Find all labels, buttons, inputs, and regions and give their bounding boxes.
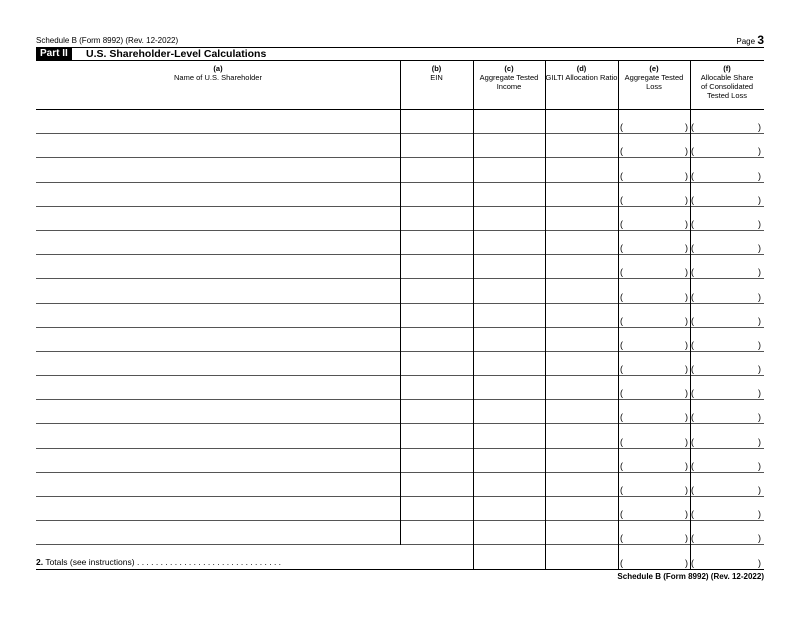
cell-e[interactable] (618, 134, 690, 157)
cell-c[interactable] (473, 207, 545, 230)
cell-e[interactable] (618, 545, 690, 568)
paren-open-e: ( (620, 557, 623, 568)
paren-open-f: ( (691, 460, 694, 471)
cell-c[interactable] (473, 400, 545, 423)
cell-d[interactable] (545, 279, 618, 302)
cell-c[interactable] (473, 376, 545, 399)
paren-close-f: ) (758, 339, 761, 350)
cell-f[interactable] (690, 328, 764, 351)
cell-d[interactable] (545, 304, 618, 327)
cell-a[interactable] (36, 279, 400, 302)
paren-open-e: ( (620, 364, 623, 375)
cell-d[interactable] (545, 545, 618, 568)
paren-open-e: ( (620, 388, 623, 399)
paren-open-e: ( (620, 243, 623, 254)
cell-f[interactable] (690, 400, 764, 423)
cell-c[interactable] (473, 183, 545, 206)
cell-c[interactable] (473, 279, 545, 302)
paren-open-f: ( (691, 485, 694, 495)
cell-a[interactable] (36, 352, 400, 375)
cell-b[interactable] (400, 521, 473, 544)
paren-open-e: ( (620, 146, 623, 157)
cell-e[interactable] (618, 183, 690, 206)
cell-f[interactable] (690, 473, 764, 496)
cell-a[interactable] (36, 400, 400, 423)
paren-close-f: ) (758, 388, 761, 399)
paren-close-f: ) (758, 291, 761, 302)
cell-f[interactable] (690, 231, 764, 254)
paren-close-f: ) (758, 509, 761, 520)
paren-open-e: ( (620, 460, 623, 471)
cell-c[interactable] (473, 255, 545, 278)
cell-c[interactable] (473, 521, 545, 544)
cell-a[interactable] (36, 207, 400, 230)
paren-close-e: ) (685, 557, 688, 568)
cell-b[interactable] (400, 255, 473, 278)
cell-a[interactable] (36, 424, 400, 447)
paren-close-e: ) (685, 267, 688, 278)
paren-close-f: ) (758, 243, 761, 254)
cell-e[interactable] (618, 158, 690, 181)
cell-b[interactable] (400, 376, 473, 399)
cell-d[interactable] (545, 183, 618, 206)
cell-f[interactable] (690, 352, 764, 375)
cell-e[interactable] (618, 110, 690, 133)
cell-b[interactable] (400, 207, 473, 230)
cell-f[interactable] (690, 497, 764, 520)
cell-b[interactable] (400, 328, 473, 351)
paren-close-f: ) (758, 170, 761, 181)
paren-open-f: ( (691, 243, 694, 254)
cell-b[interactable] (400, 279, 473, 302)
cell-b[interactable] (400, 424, 473, 447)
paren-open-e: ( (620, 315, 623, 326)
cell-e[interactable] (618, 352, 690, 375)
cell-d[interactable] (545, 158, 618, 181)
paren-open-e: ( (620, 436, 623, 447)
cell-f[interactable] (690, 449, 764, 472)
paren-close-f: ) (758, 485, 761, 495)
paren-close-f: ) (758, 412, 761, 423)
paren-close-e: ) (685, 339, 688, 350)
column-header-f: (f) Allocable Share of Consolidated Tested Loss (700, 64, 754, 100)
paren-open-f: ( (691, 194, 694, 205)
cell-c[interactable] (473, 473, 545, 496)
cell-f[interactable] (690, 279, 764, 302)
cell-b[interactable] (400, 449, 473, 472)
cell-f[interactable] (690, 545, 764, 568)
paren-close-f: ) (758, 557, 761, 568)
cell-f[interactable] (690, 110, 764, 133)
cell-c[interactable] (473, 424, 545, 447)
paren-close-f: ) (758, 315, 761, 326)
paren-open-e: ( (620, 218, 623, 229)
column-header-b: (b) EIN (430, 64, 443, 82)
paren-open-f: ( (691, 291, 694, 302)
paren-open-f: ( (691, 122, 694, 133)
cell-a[interactable] (36, 183, 400, 206)
paren-open-f: ( (691, 267, 694, 278)
cell-e[interactable] (618, 521, 690, 544)
column-divider (400, 60, 401, 545)
cell-e[interactable] (618, 255, 690, 278)
cell-d[interactable] (545, 328, 618, 351)
cell-b[interactable] (400, 183, 473, 206)
cell-d[interactable] (545, 473, 618, 496)
cell-d[interactable] (545, 521, 618, 544)
cell-d[interactable] (545, 231, 618, 254)
column-header-c: (c) Aggregate Tested Income (479, 64, 539, 91)
column-divider (545, 60, 546, 569)
paren-open-e: ( (620, 291, 623, 302)
paren-close-e: ) (685, 146, 688, 157)
cell-f[interactable] (690, 376, 764, 399)
paren-close-e: ) (685, 218, 688, 229)
cell-c[interactable] (473, 134, 545, 157)
paren-open-e: ( (620, 170, 623, 181)
cell-c[interactable] (473, 352, 545, 375)
paren-close-e: ) (685, 485, 688, 495)
cell-f[interactable] (690, 158, 764, 181)
paren-close-e: ) (685, 364, 688, 375)
column-divider (473, 60, 474, 569)
paren-open-f: ( (691, 339, 694, 350)
paren-close-e: ) (685, 122, 688, 133)
cell-e[interactable] (618, 449, 690, 472)
paren-open-f: ( (691, 388, 694, 399)
cell-e[interactable] (618, 473, 690, 496)
cell-c[interactable] (473, 545, 545, 568)
paren-open-e: ( (620, 485, 623, 495)
column-divider (618, 60, 619, 569)
cell-e[interactable] (618, 328, 690, 351)
cell-e[interactable] (618, 424, 690, 447)
paren-close-e: ) (685, 315, 688, 326)
shareholder-table (36, 60, 764, 570)
paren-close-e: ) (685, 243, 688, 254)
paren-open-f: ( (691, 146, 694, 157)
paren-close-f: ) (758, 218, 761, 229)
cell-d[interactable] (545, 424, 618, 447)
paren-close-e: ) (685, 436, 688, 447)
cell-b[interactable] (400, 497, 473, 520)
paren-close-e: ) (685, 460, 688, 471)
cell-a[interactable] (36, 231, 400, 254)
paren-close-f: ) (758, 460, 761, 471)
paren-open-f: ( (691, 364, 694, 375)
paren-close-f: ) (758, 146, 761, 157)
totals-row (36, 545, 764, 569)
cell-c[interactable] (473, 304, 545, 327)
cell-a[interactable] (36, 376, 400, 399)
cell-b[interactable] (400, 304, 473, 327)
paren-close-e: ) (685, 533, 688, 544)
paren-open-e: ( (620, 122, 623, 133)
paren-close-e: ) (685, 388, 688, 399)
paren-close-f: ) (758, 267, 761, 278)
column-header-e: (e) Aggregate Tested Loss (624, 64, 684, 91)
cell-d[interactable] (545, 207, 618, 230)
paren-close-f: ) (758, 533, 761, 544)
cell-f[interactable] (690, 304, 764, 327)
cell-d[interactable] (545, 110, 618, 133)
paren-close-f: ) (758, 436, 761, 447)
cell-b[interactable] (400, 352, 473, 375)
page-indicator (736, 33, 764, 47)
cell-a[interactable] (36, 473, 400, 496)
cell-e[interactable] (618, 497, 690, 520)
cell-d[interactable] (545, 352, 618, 375)
cell-f[interactable] (690, 255, 764, 278)
cell-a[interactable] (36, 521, 400, 544)
paren-close-f: ) (758, 194, 761, 205)
cell-d[interactable] (545, 449, 618, 472)
column-divider (690, 60, 691, 569)
cell-d[interactable] (545, 497, 618, 520)
cell-b[interactable] (400, 400, 473, 423)
cell-c[interactable] (473, 449, 545, 472)
form-id-footer: Schedule B (Form 8992) (Rev. 12-2022) (617, 572, 764, 581)
column-header-d: (d) GILTI Allocation Ratio (545, 64, 618, 82)
cell-f[interactable] (690, 424, 764, 447)
paren-open-e: ( (620, 509, 623, 520)
cell-d[interactable] (545, 134, 618, 157)
cell-c[interactable] (473, 158, 545, 181)
paren-close-e: ) (685, 194, 688, 205)
cell-b[interactable] (400, 134, 473, 157)
paren-close-e: ) (685, 412, 688, 423)
page-number: 3 (757, 33, 764, 47)
cell-c[interactable] (473, 231, 545, 254)
cell-c[interactable] (473, 497, 545, 520)
paren-open-e: ( (620, 339, 623, 350)
cell-f[interactable] (690, 521, 764, 544)
cell-a[interactable] (36, 110, 400, 133)
paren-close-f: ) (758, 364, 761, 375)
cell-e[interactable] (618, 279, 690, 302)
cell-e[interactable] (618, 376, 690, 399)
page-label: Page (736, 37, 756, 46)
cell-c[interactable] (473, 110, 545, 133)
paren-open-f: ( (691, 218, 694, 229)
cell-f[interactable] (690, 183, 764, 206)
cell-a[interactable] (36, 255, 400, 278)
cell-d[interactable] (545, 376, 618, 399)
cell-e[interactable] (618, 400, 690, 423)
cell-b[interactable] (400, 110, 473, 133)
cell-a[interactable] (36, 328, 400, 351)
cell-e[interactable] (618, 207, 690, 230)
cell-e[interactable] (618, 231, 690, 254)
part-label: Part II (36, 48, 72, 60)
cell-b[interactable] (400, 231, 473, 254)
paren-open-f: ( (691, 412, 694, 423)
cell-a[interactable] (36, 304, 400, 327)
paren-close-e: ) (685, 291, 688, 302)
column-header-a: (a) Name of U.S. Shareholder (174, 64, 262, 82)
paren-close-e: ) (685, 509, 688, 520)
totals-label: 2. Totals (see instructions) . . . . . . . . . . . . . . . . . . . . . . . . . . . . . . . (36, 556, 282, 567)
cell-a[interactable] (36, 158, 400, 181)
cell-b[interactable] (400, 473, 473, 496)
paren-open-e: ( (620, 533, 623, 544)
cell-d[interactable] (545, 255, 618, 278)
paren-open-e: ( (620, 194, 623, 205)
paren-open-e: ( (620, 267, 623, 278)
paren-open-f: ( (691, 533, 694, 544)
paren-close-e: ) (685, 170, 688, 181)
paren-open-f: ( (691, 170, 694, 181)
cell-e[interactable] (618, 304, 690, 327)
cell-c[interactable] (473, 328, 545, 351)
cell-a[interactable] (36, 497, 400, 520)
form-id-header: Schedule B (Form 8992) (Rev. 12-2022) (36, 36, 179, 45)
cell-a[interactable] (36, 449, 400, 472)
paren-close-f: ) (758, 122, 761, 133)
paren-open-f: ( (691, 436, 694, 447)
cell-b[interactable] (400, 158, 473, 181)
cell-f[interactable] (690, 207, 764, 230)
cell-d[interactable] (545, 400, 618, 423)
paren-open-e: ( (620, 412, 623, 423)
cell-a[interactable] (36, 134, 400, 157)
paren-open-f: ( (691, 509, 694, 520)
paren-open-f: ( (691, 557, 694, 568)
part-title: U.S. Shareholder-Level Calculations (86, 48, 267, 60)
cell-f[interactable] (690, 134, 764, 157)
paren-open-f: ( (691, 315, 694, 326)
